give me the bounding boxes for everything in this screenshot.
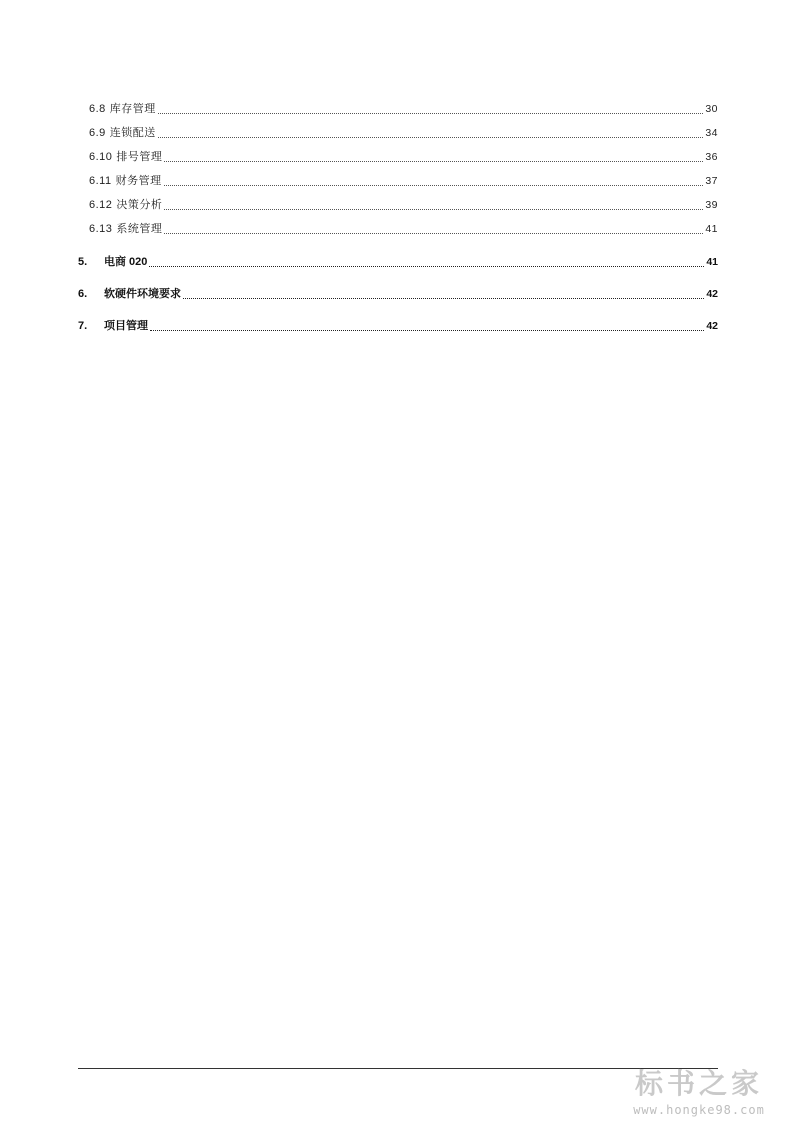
toc-entry-number: 6.8: [89, 103, 106, 115]
toc-entry-title: 系统管理: [116, 223, 163, 235]
toc-entry-number: 5.: [78, 256, 88, 268]
toc-entry-page: 34: [705, 127, 718, 139]
toc-entry-6[interactable]: [78, 286, 718, 302]
toc-entry-title: 财务管理: [115, 175, 162, 187]
toc-entry-title: 软硬件环境要求: [104, 288, 181, 300]
toc-entry-number: 6.10: [89, 151, 113, 163]
toc-entry-6-9[interactable]: [89, 125, 718, 141]
dot-leader: [164, 209, 703, 210]
toc-entry-number: 6.13: [89, 223, 113, 235]
toc-entry-title: 排号管理: [116, 151, 163, 163]
toc-entry-title: 项目管理: [104, 320, 148, 332]
dot-leader: [150, 330, 704, 331]
toc-entry-number: 6.12: [89, 199, 113, 211]
toc-entry-6-12[interactable]: [89, 197, 718, 213]
toc-entry-page: 41: [706, 256, 718, 268]
dot-leader: [164, 161, 703, 162]
dot-leader: [164, 185, 704, 186]
toc-entry-number: 6.11: [89, 175, 112, 187]
toc-entry-page: 41: [705, 223, 718, 235]
toc-entry-7[interactable]: [78, 318, 718, 334]
dot-leader: [158, 113, 704, 114]
toc-entry-title: 连锁配送: [109, 127, 156, 139]
toc-entry-number: 6.: [78, 288, 88, 300]
dot-leader: [158, 137, 704, 138]
toc-entry-title: 电商 020: [104, 256, 148, 268]
toc-entry-page: 39: [705, 199, 718, 211]
toc-entry-6-8[interactable]: [89, 101, 718, 117]
toc-entry-5[interactable]: [78, 254, 718, 270]
toc-entry-page: 42: [706, 288, 718, 300]
toc-entry-number: 6.9: [89, 127, 106, 139]
toc-entry-number: 7.: [78, 320, 88, 332]
watermark-url: www.hongke98.com: [633, 1103, 765, 1117]
toc-entry-title: 库存管理: [109, 103, 156, 115]
toc-entry-6-13[interactable]: [89, 221, 718, 237]
toc-entry-page: 42: [706, 320, 718, 332]
toc-entry-title: 决策分析: [116, 199, 163, 211]
toc-entry-page: 36: [705, 151, 718, 163]
toc-entry-page: 30: [705, 103, 718, 115]
toc-entry-6-10[interactable]: [89, 149, 718, 165]
dot-leader: [149, 266, 704, 267]
dot-leader: [164, 233, 703, 234]
toc-entry-6-11[interactable]: [89, 173, 718, 189]
dot-leader: [183, 298, 704, 299]
toc-entry-page: 37: [705, 175, 718, 187]
watermark: [619, 1066, 779, 1118]
watermark-title: 标书之家: [634, 1067, 763, 1100]
